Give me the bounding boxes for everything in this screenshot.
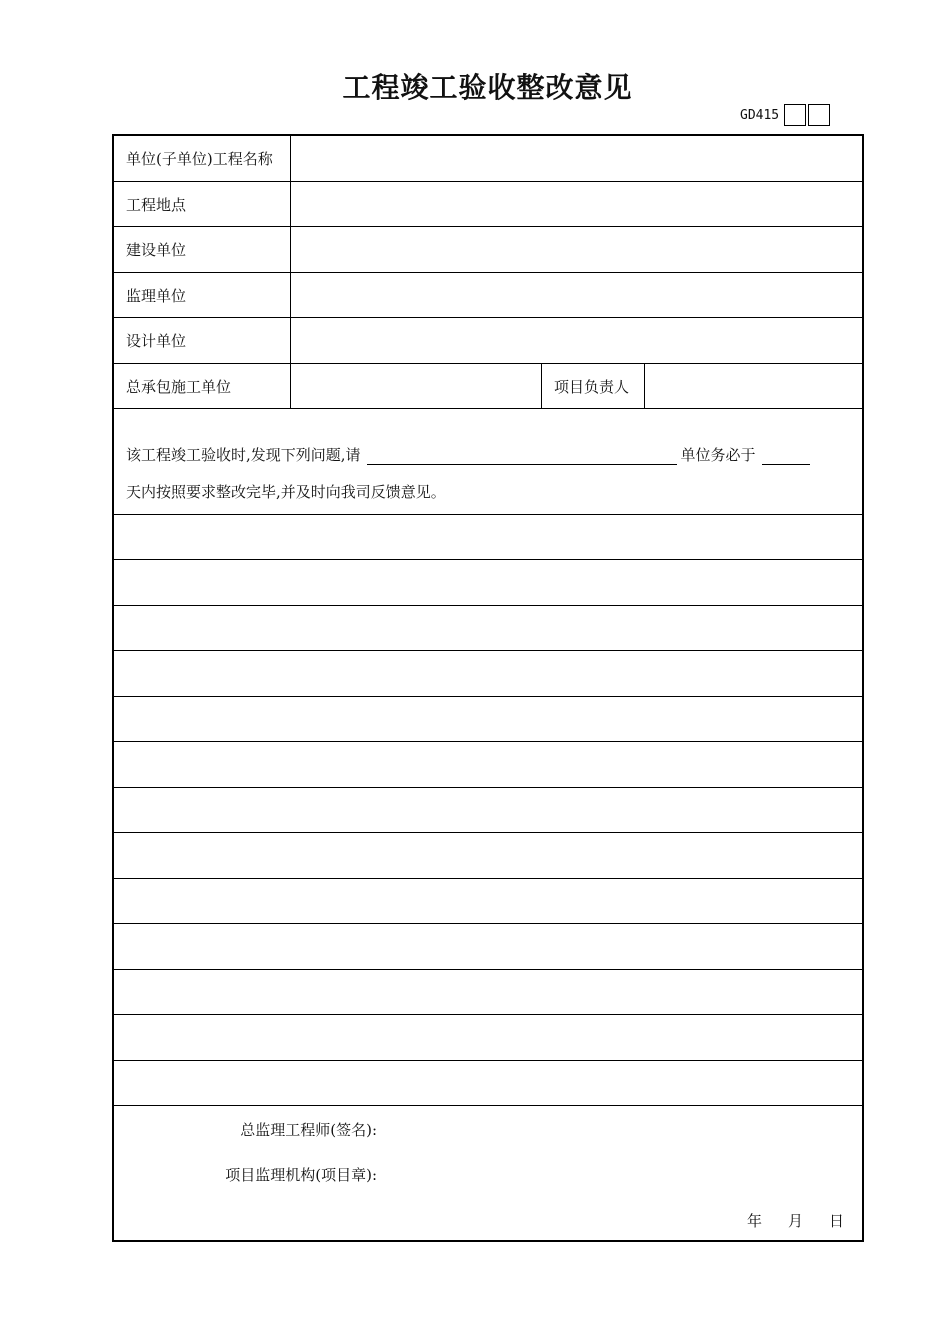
issue-line[interactable] [114,606,862,651]
notice-line-1 [126,444,810,465]
issue-line[interactable] [114,651,862,697]
date-month: 月 [787,1212,803,1230]
row-contractor [114,364,862,409]
supervisor-label: 监理单位 [114,273,291,317]
form-table [112,134,864,1242]
signature-section [114,1106,862,1242]
supervisor-field[interactable] [291,273,862,317]
project-name-label: 单位(子单位)工程名称 [114,136,291,181]
issue-line[interactable] [114,515,862,560]
issue-line[interactable] [114,788,862,833]
row-supervisor [114,273,862,318]
designer-field[interactable] [291,318,862,363]
form-code-text: GD415 [740,107,780,123]
notice-text-1: 该工程竣工验收时,发现下列问题,请 [126,446,361,464]
notice-row [114,409,862,515]
row-designer [114,318,862,364]
project-manager-field[interactable] [645,364,862,408]
days-blank[interactable] [762,446,810,465]
form-code [740,103,830,127]
contractor-field[interactable] [291,364,541,408]
signature-date [721,1210,844,1231]
builder-label: 建设单位 [114,227,291,272]
row-location [114,182,862,227]
issue-line[interactable] [114,1015,862,1061]
issue-line[interactable] [114,970,862,1015]
location-field[interactable] [291,182,862,226]
date-day: 日 [828,1212,844,1230]
rectify-unit-blank[interactable] [367,446,677,465]
contractor-label: 总承包施工单位 [114,364,291,408]
row-project-name [114,136,862,182]
chief-supervisor-signature-label: 总监理工程师(签名): [240,1121,377,1139]
issue-line[interactable] [114,1061,862,1106]
notice-text-2: 单位务必于 [680,446,756,464]
builder-field[interactable] [291,227,862,272]
issue-line[interactable] [114,742,862,788]
supervision-org-stamp-label: 项目监理机构(项目章): [225,1166,377,1184]
form-code-box-2[interactable] [808,104,830,126]
project-name-field[interactable] [291,136,862,181]
date-year: 年 [746,1212,762,1230]
issue-line[interactable] [114,697,862,742]
issue-line[interactable] [114,833,862,879]
issue-line[interactable] [114,560,862,606]
form-code-box-1[interactable] [784,104,806,126]
issue-line[interactable] [114,879,862,924]
notice-text-3: 天内按照要求整改完毕,并及时向我司反馈意见。 [126,483,446,501]
issue-line[interactable] [114,924,862,970]
page-title: 工程竣工验收整改意见 [342,71,633,104]
row-builder [114,227,862,273]
location-label: 工程地点 [114,182,291,226]
designer-label: 设计单位 [114,318,291,363]
project-manager-label: 项目负责人 [541,364,645,408]
